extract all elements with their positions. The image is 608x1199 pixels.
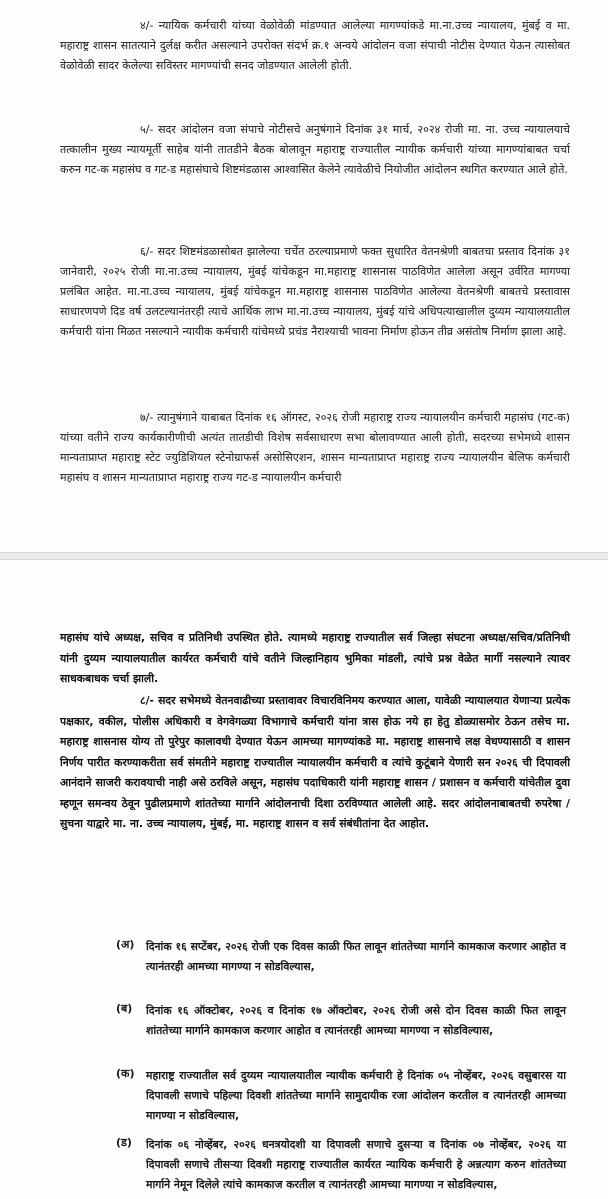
list-item-text: दिनांक ०६ नोव्हेंबर, २०२६ धनत्रयोदशी या दिपावली सणाचे दुसऱ्या व दिनांक ०७ नोव्हेंबर, २०२६ या दिपावली सणाचे तीसऱ्या दिवशी महाराष्ट्र राज्यातील कार्यरत न्यायिक कर्मचारी हे अन्नत्याग करुन शांततेच्या मार्गाने नेमून दिलेले त्यांचे कामकाज करतील व त्यानंतरही आमच्या मागण्या न सोडविल्यास, — [146, 1138, 566, 1191]
list-marker: (ब) — [116, 1002, 133, 1015]
paragraph-seven-continued: महासंघ यांचे अध्यक्ष, सचिव व प्रतिनिधी उपस्थित होते. त्यामध्ये महाराष्ट्र राज्यातील सर्व जिल्हा संघटना अध्यक्ष/सचिव/प्रतिनिधी यांनी दुय्यम न्यायालयातील कार्यरत कर्मचारी यांचे वतीने जिल्हानिहाय भुमिका मांडली, त्यांचे प्रश्न वेळेत मार्गी नसल्याने त्यावर साधकबाधक चर्चा झाली. — [60, 631, 570, 685]
list-item-text: दिनांक १६ ऑक्टोबर, २०२६ व दिनांक १७ ऑक्टोबर, २०२६ रोजी असे दोन दिवस काळी फित लावून शांततेच्या मार्गाने कामकाज करणार आहोत व त्यानंतरही आमच्या मागण्या न सोडविल्यास, — [146, 1004, 566, 1037]
paragraph-seven — [60, 408, 570, 488]
list-item-a — [116, 937, 566, 977]
document-page-two — [0, 560, 608, 1199]
paragraph-four-text: ४/- न्यायिक कर्मचारी यांच्या वेळोवेळी मांडण्यात आलेल्या मागण्यांकडे मा.ना.उच्च न्यायालय, मुंबई व मा. महाराष्ट्र शासन सातत्याने दुर्लक्ष करीत असल्याने उपरोक्त संदर्भ क्र.१ अन्वये आंदोलन वजा संपाची नोटीस देण्यात येऊन त्यासोबत वेळोवेळी सादर केलेल्या सविस्तर मागण्यांची सनद जोडण्यात आलेली होती. — [60, 19, 570, 72]
list-marker: (क) — [116, 1067, 135, 1080]
paragraph-six — [60, 242, 570, 342]
list-marker: (अ) — [116, 938, 135, 951]
paragraph-six-text: ६/- सदर शिष्टमंडळासोबत झालेल्या चर्चेत ठरल्याप्रमाणे फक्त सुधारित वेतनश्रेणी बाबतचा प्रस्ताव दिनांक ३१ जानेवारी, २०२५ रोजी मा.ना.उच्च न्यायालय, मुंबई यांचेकडून मा.महाराष्ट्र शासनास पाठविणेत आलेला असून उर्वरित मागण्या प्रलंबित आहेत. मा.ना.उच्च न्यायालय, मुंबई यांचेकडून मा.महाराष्ट्र शासनास पाठविणेत आलेल्या वेतनश्रेणी बाबतचे प्रस्तावास साधारणपणे दिड वर्ष उलटल्यानंतरही त्याचे आर्थिक लाभ मा.ना.उच्च न्यायालय, मुंबई यांचे अधिपत्याखालील दुय्यम न्यायालयातील कर्मचारी यांना मिळत नसल्याने न्यायीक कर्मचारी यांचेमध्ये प्रचंड नैराश्याची भावना निर्माण होऊन तीव्र असंतोष निर्माण झाला आहे. — [60, 245, 570, 338]
list-item-text: महाराष्ट्र राज्यातील सर्व दुय्यम न्यायालयातील न्यायीक कर्मचारी हे दिनांक ०५ नोव्हेंबर, २०२६ वसुबारस या दिपावली सणाचे पहिल्या दिवशी शांततेच्या मार्गाने सामुदायीक रजा आंदोलन करतील व त्यानंतरही आमच्या मागण्या न सोडविल्यास, — [146, 1069, 566, 1122]
list-item-text: दिनांक १६ सप्टेंबर, २०२६ रोजी एक दिवस काळी फित लावून शांततेच्या मार्गाने कामकाज करणार आहोत व त्यानंतरही आमच्या मागण्या न सोडविल्यास, — [146, 940, 566, 973]
paragraph-four — [60, 16, 570, 76]
list-marker: (ड) — [116, 1136, 132, 1149]
document-page-one — [0, 0, 608, 552]
list-item-b — [116, 1001, 566, 1041]
list-item-c — [116, 1066, 566, 1126]
paragraph-five — [60, 120, 570, 180]
paragraph-five-text: ५/- सदर आंदोलन वजा संपाचे नोटीसचे अनुषंगाने दिनांक ३१ मार्च, २०२४ रोजी मा. ना. उच्च न्यायालयाचे तत्कालीन मुख्य न्यायमूर्ती साहेब यांनी तातडीने बैठक बोलावून महाराष्ट्र राज्यातील न्यायीक कर्मचारी यांच्या मागण्यांबाबत चर्चा करुन गट-क महासंघ व गट-ड महासंघाचे शिष्टमंडळास आश्वासित केलेने त्यावेळीचे नियोजीत आंदोलन स्थगित करण्यात आले होते. — [60, 123, 570, 176]
paragraph-eight — [60, 691, 570, 835]
paragraph-seven-text: ७/- त्यानुषंगाने याबाबत दिनांक १६ ऑगस्ट, २०२६ रोजी महाराष्ट्र राज्य न्यायालयीन कर्मचारी महासंघ (गट-क) यांच्या वतीने राज्य कार्यकारीणीची अत्यंत तातडीची विशेष सर्वसाधारण सभा बोलावण्यात आली होती, सदरच्या सभेमध्ये शासन मान्यताप्राप्त महाराष्ट्र स्टेट ज्युडिशियल स्टेनोग्राफर्स असोसिएशन, शासन मान्यताप्राप्त महाराष्ट्र राज्य न्यायालयीन बेलिफ कर्मचारी महासंघ व शासन मान्यताप्राप्त महाराष्ट्र राज्य गट-ड न्यायालयीन कर्मचारी — [60, 411, 570, 484]
page-separator — [0, 552, 608, 560]
list-item-d — [116, 1135, 566, 1195]
paragraph-eight-text: ८/- सदर सभेमध्ये वेतनवाढीच्या प्रस्तावावर विचारविनिमय करण्यात आला, यावेळी न्यायालयात येणाऱ्या प्रत्येक पक्षकार, वकील, पोलीस अधिकारी व वेगवेगळ्या विभागाचे कर्मचारी यांना त्रास होऊ नये हा हेतु डोळ्यासमोर ठेऊन तसेच मा. महाराष्ट्र शासनास योग्य तो पुरेपुर कालावधी देण्यात येऊन आमच्या मागण्यांकडे मा. महाराष्ट्र शासनाचे लक्ष वेधण्यासाठी व शासन निर्णय पारीत करण्याकरीता सर्व संमतीने महाराष्ट्र राज्यातील न्यायालयीन कर्मचारी व त्यांचे कुटूंबाने येणारी सन २०२६ ची दिपावली आनंदाने साजरी करावयाची नाही असे ठरविले असून, महासंघ पदाधिकारी यांनी महाराष्ट्र शासन / प्रशासन व कर्मचारी यांचेतील दुवा म्हणून समन्वय ठेवून पुढीलप्रमाणे शांततेच्या मार्गाने आंदोलनाची दिशा ठरविण्यात आलेली आहे. सदर आंदोलनाबाबतची रुपरेषा / सुचना याद्वारे मा. ना. उच्च न्यायालय, मुंबई, मा. महाराष्ट्र शासन व सर्व संबंधीतांना देत आहोत. — [60, 694, 570, 830]
